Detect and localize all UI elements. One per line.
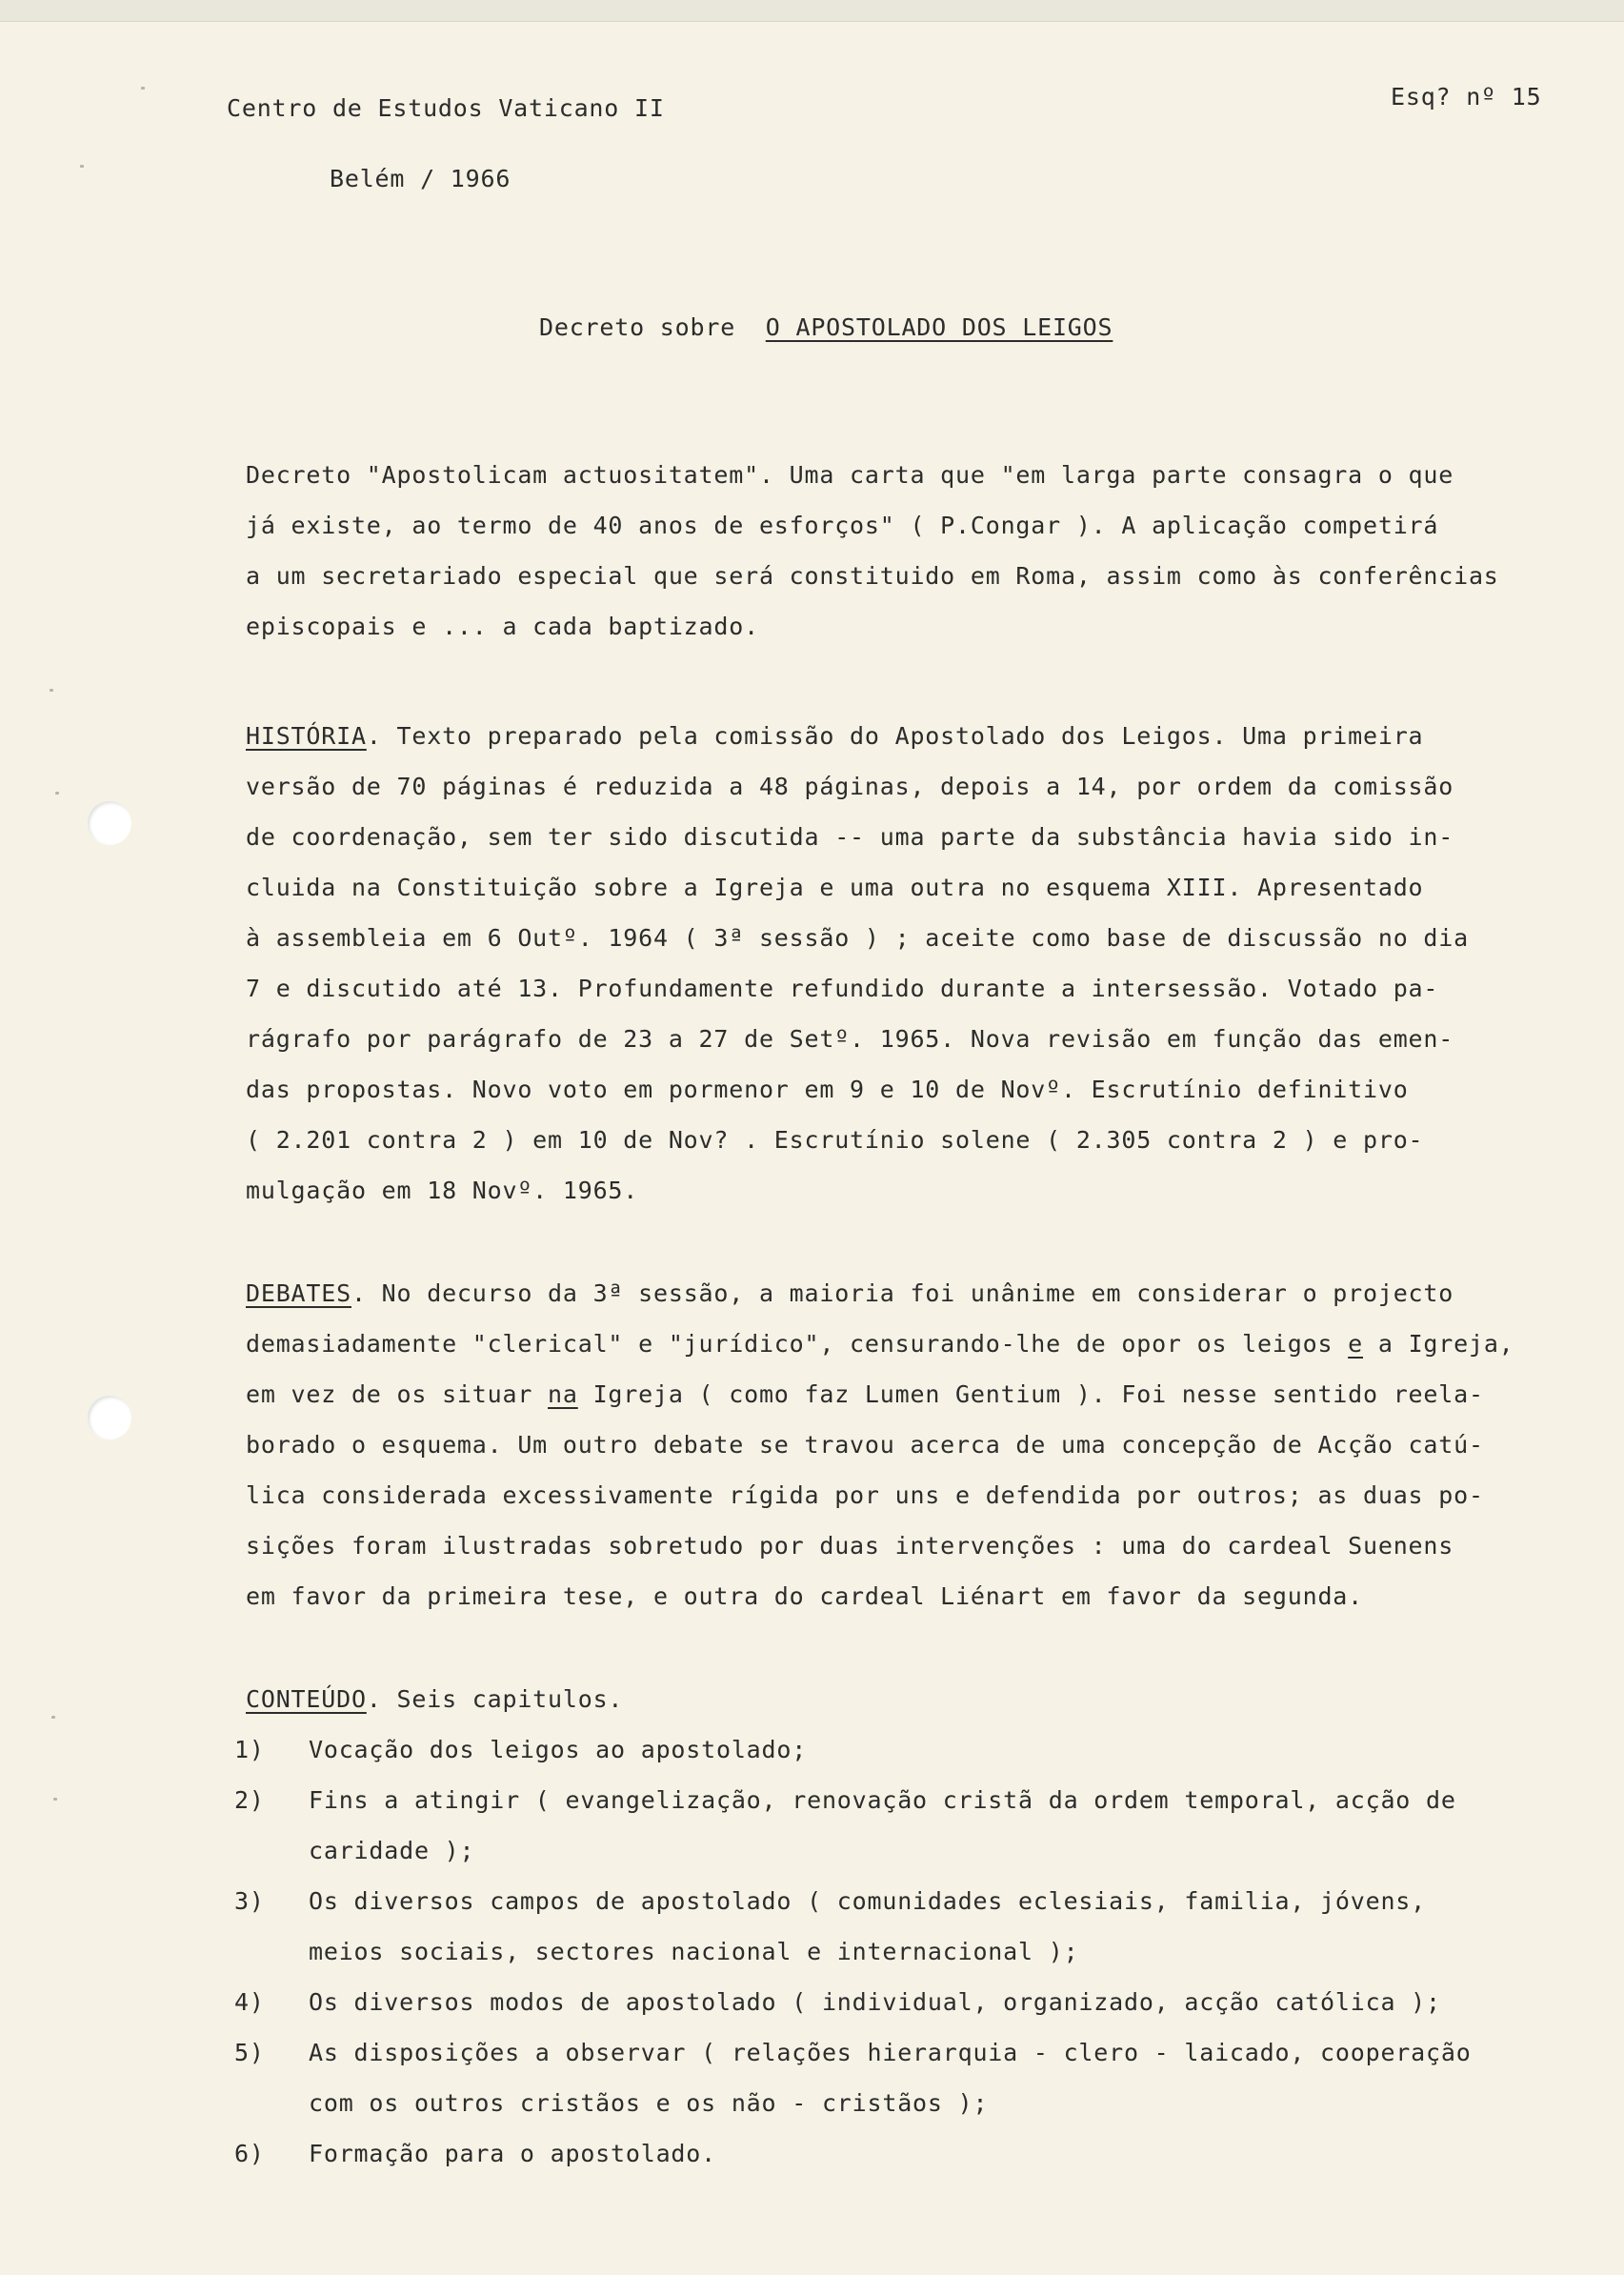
margin-speck [141,87,145,90]
list-item-number: 3) [234,1887,265,1915]
scheme-reference: Esq? nº 15 [1391,83,1542,111]
debates-line: borado o esquema. Um outro debate se travou acerca de uma concepção de Acção catú- [246,1431,1484,1459]
debates-line: em favor da primeira tese, e outra do cardeal Liénart em favor da segunda. [246,1582,1363,1610]
intro-line: a um secretariado especial que será constituido em Roma, assim como às conferências [246,562,1499,590]
list-item-text: Os diversos campos de apostolado ( comunidades eclesiais, familia, jóvens, [309,1887,1426,1915]
historia-text: . Texto preparado pela comissão do Apostolado dos Leigos. Uma primeira [366,722,1424,750]
list-item-text: Vocação dos leigos ao apostolado; [309,1736,808,1763]
margin-speck [80,165,84,168]
debates-line: lica considerada excessivamente rígida por uns e defendida por outros; as duas po- [246,1481,1484,1509]
conteudo-text: . Seis capitulos. [366,1685,624,1713]
list-item-number: 2) [234,1786,265,1814]
margin-speck [51,1716,55,1719]
historia-line: rágrafo por parágrafo de 23 a 27 de Setº. 1965. Nova revisão em função das emen- [246,1025,1454,1053]
debates-text: Igreja ( como faz Lumen Gentium ). Foi nesse sentido reela- [577,1380,1484,1408]
list-item-text: com os outros cristãos e os não - cristãos ); [309,2089,989,2117]
debates-line [246,1330,1514,1358]
list-item-number: 5) [234,2039,265,2066]
margin-speck [53,1798,57,1801]
debates-underlined-word: na [548,1380,578,1408]
list-item-number: 6) [234,2140,265,2167]
title-subject: O APOSTOLADO DOS LEIGOS [765,313,1113,341]
document-page [0,21,1624,2275]
conteudo-first-line [246,1685,623,1713]
list-item-text: Fins a atingir ( evangelização, renovação cristã da ordem temporal, acção de [309,1786,1456,1814]
intro-line: episcopais e ... a cada baptizado. [246,613,759,640]
debates-line [246,1380,1484,1408]
historia-line: das propostas. Novo voto em pormenor em 9 e 10 de Novº. Escrutínio definitivo [246,1076,1409,1103]
historia-line: cluida na Constituição sobre a Igreja e uma outra no esquema XIII. Apresentado [246,874,1424,901]
list-item-text: Formação para o apostolado. [309,2140,716,2167]
place-date: Belém / 1966 [330,165,511,192]
list-item-text: caridade ); [309,1837,475,1864]
list-item-number: 1) [234,1736,265,1763]
margin-speck [55,792,59,795]
punch-hole-upper [88,801,131,845]
historia-line: ( 2.201 contra 2 ) em 10 de Nov? . Escrutínio solene ( 2.305 contra 2 ) e pro- [246,1126,1424,1154]
debates-underlined-word: e [1348,1330,1364,1358]
historia-first-line [246,722,1423,750]
debates-line: sições foram ilustradas sobretudo por duas intervenções : uma do cardeal Suenens [246,1532,1454,1560]
historia-line: de coordenação, sem ter sido discutida -- uma parte da substância havia sido in- [246,823,1454,851]
list-item-text: Os diversos modos de apostolado ( individual, organizado, acção católica ); [309,1988,1441,2016]
institution-name: Centro de Estudos Vaticano II [227,94,665,122]
conteudo-heading: CONTEÚDO [246,1685,367,1713]
debates-first-line [246,1279,1454,1307]
list-item-number: 4) [234,1988,265,2016]
intro-line: Decreto "Apostolicam actuositatem". Uma carta que "em larga parte consagra o que [246,461,1454,489]
debates-text: demasiadamente "clerical" e "jurídico", censurando-lhe de opor os leigos [246,1330,1349,1358]
list-item-text: As disposições a observar ( relações hierarquia - clero - laicado, cooperação [309,2039,1472,2066]
debates-text: a Igreja, [1363,1330,1514,1358]
list-item-text: meios sociais, sectores nacional e internacional ); [309,1938,1079,1965]
historia-line: versão de 70 páginas é reduzida a 48 páginas, depois a 14, por ordem da comissão [246,773,1454,800]
title-prefix: Decreto sobre [539,313,736,341]
document-title [539,313,1113,341]
historia-line: à assembleia em 6 Outº. 1964 ( 3ª sessão ) ; aceite como base de discussão no dia [246,924,1469,952]
intro-line: já existe, ao termo de 40 anos de esforços" ( P.Congar ). A aplicação competirá [246,512,1439,539]
debates-text: em vez de os situar [246,1380,549,1408]
margin-speck [50,689,53,692]
debates-text: . No decurso da 3ª sessão, a maioria foi unânime em considerar o projecto [351,1279,1454,1307]
historia-line: 7 e discutido até 13. Profundamente refundido durante a intersessão. Votado pa- [246,975,1439,1002]
historia-heading: HISTÓRIA [246,722,367,750]
punch-hole-lower [88,1396,131,1439]
historia-line: mulgação em 18 Novº. 1965. [246,1177,639,1204]
debates-heading: DEBATES [246,1279,351,1307]
